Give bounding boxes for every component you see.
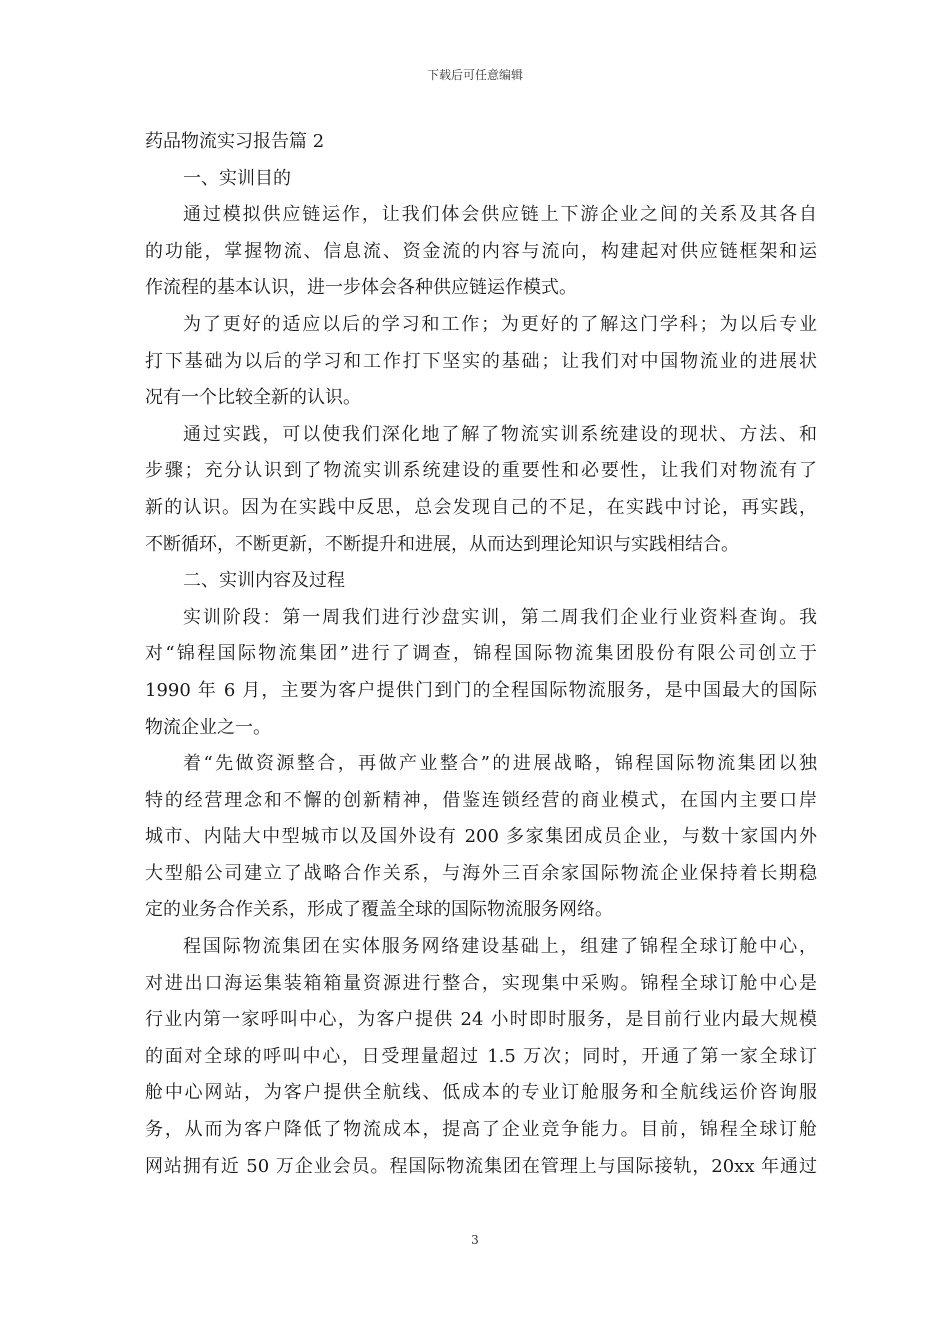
text-line: 网站拥有近 50 万企业会员。程国际物流集团在管理上与国际接轨，20xx 年通过 xyxy=(145,1155,817,1177)
text-line: 况有一个比较全新的认识。 xyxy=(145,387,361,409)
text-line: 实训阶段：第一周我们进行沙盘实训，第二周我们企业行业资料查询。我 xyxy=(183,606,817,628)
text-line: 药品物流实习报告篇 2 xyxy=(145,131,325,152)
text-line: 二、实训内容及过程 xyxy=(183,570,345,592)
text-line: 的面对全球的呼叫中心，日受理量超过 1.5 万次；同时，开通了第一家全球订 xyxy=(145,1045,817,1067)
text-line: 为了更好的适应以后的学习和工作；为更好的了解这门学科；为以后专业 xyxy=(183,313,817,335)
text-line: 不断循环，不断更新，不断提升和进展，从而达到理论知识与实践相结合。 xyxy=(145,533,739,555)
page-number: 3 xyxy=(471,1233,479,1247)
text-line: 城市、内陆大中型城市以及国外设有 200 多家集团成员企业，与数十家国内外 xyxy=(145,826,817,848)
text-line: 的功能，掌握物流、信息流、资金流的内容与流向，构建起对供应链框架和运 xyxy=(145,240,817,262)
text-line: 对进出口海运集装箱箱量资源进行整合，实现集中采购。锦程全球订舱中心是 xyxy=(145,972,817,994)
text-line: 着“先做资源整合，再做产业整合”的进展战略，锦程国际物流集团以独 xyxy=(183,753,817,775)
text-line: 物流企业之一。 xyxy=(145,716,271,738)
text-line: 新的认识。因为在实践中反思，总会发现自己的不足，在实践中讨论，再实践， xyxy=(145,496,817,518)
text-line: 对“锦程国际物流集团”进行了调查，锦程国际物流集团股份有限公司创立于 xyxy=(145,643,817,665)
page-header-note: 下载后可任意编辑 xyxy=(426,68,523,82)
text-line: 打下基础为以后的学习和工作打下坚实的基础；让我们对中国物流业的进展状 xyxy=(145,350,817,372)
text-line: 通过模拟供应链运作，让我们体会供应链上下游企业之间的关系及其各自 xyxy=(183,204,817,226)
text-line: 步骤；充分认识到了物流实训系统建设的重要性和必要性，让我们对物流有了 xyxy=(145,460,817,482)
text-line: 特的经营理念和不懈的创新精神，借鉴连锁经营的商业模式，在国内主要口岸 xyxy=(145,789,817,811)
text-line: 一、实训目的 xyxy=(183,167,291,189)
text-line: 通过实践，可以使我们深化地了解了物流实训系统建设的现状、方法、和 xyxy=(183,423,817,445)
text-line: 程国际物流集团在实体服务网络建设基础上，组建了锦程全球订舱中心， xyxy=(183,936,817,958)
text-line: 行业内第一家呼叫中心，为客户提供 24 小时即时服务，是目前行业内最大规模 xyxy=(145,1009,817,1031)
document-body xyxy=(145,124,817,1185)
text-line: 1990 年 6 月，主要为客户提供门到门的全程国际物流服务，是中国最大的国际 xyxy=(145,679,817,701)
text-line: 定的业务合作关系，形成了覆盖全球的国际物流服务网络。 xyxy=(145,899,613,921)
text-line: 舱中心网站，为客户提供全航线、低成本的专业订舱服务和全航线运价咨询服 xyxy=(145,1082,817,1104)
text-line: 作流程的基本认识，进一步体会各种供应链运作模式。 xyxy=(145,277,577,299)
text-line: 务，从而为客户降低了物流成本，提高了企业竞争能力。目前，锦程全球订舱 xyxy=(145,1119,817,1141)
text-line: 大型船公司建立了战略合作关系，与海外三百余家国际物流企业保持着长期稳 xyxy=(145,862,817,884)
